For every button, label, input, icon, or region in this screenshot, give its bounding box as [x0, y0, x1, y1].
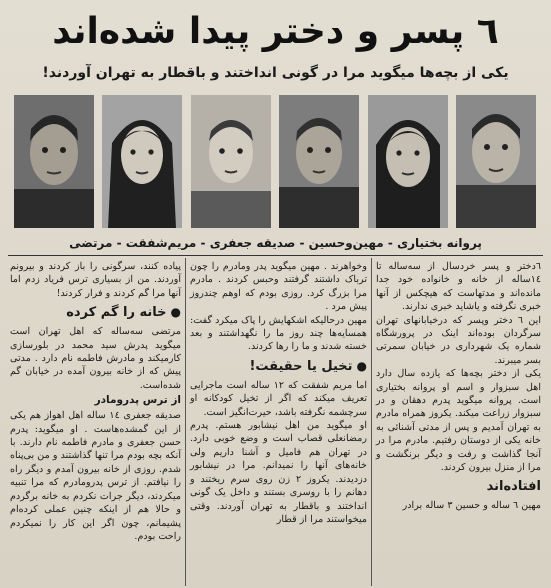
girl-face-photo	[102, 95, 182, 228]
child-photo-5	[102, 95, 182, 228]
paragraph: یکی از دختر بچه‌ها که یازده سال دارد اهل سبزوار و اسم او پروانه بختیاری است. پروانه میگوید پدرم دهقان و در سبزوار زراعت میکند. یکروز همراه مادرم به تهران آمدیم و پس از مدتی آشنائی به خانه یکی از دوستان رفتیم. مادرم مرا در آنجا گذاشت و رفت و دیگر برنگشت و مرا از منزل بیرون کردند.	[376, 368, 541, 474]
child-photo-2	[368, 95, 448, 228]
photo-row	[14, 95, 536, 228]
section-heading: از ترس پدرومادر	[94, 394, 181, 407]
article-body	[6, 258, 545, 586]
photo-captions: پروانه بختیاری - مهین‌وحسین - صدیقه جعفری - مریم‌شفقت - مرتضی	[69, 236, 482, 250]
headline: ٦ پسر و دختر پیدا شده‌اند	[52, 11, 499, 52]
girl-face-photo	[368, 95, 448, 228]
boy-face-photo	[279, 95, 359, 228]
child-photo-1	[456, 95, 536, 228]
paragraph: ٦دختر و پسر خردسال از سه‌ساله تا ١٤ساله از خانه و خانواده خود جدا مانده‌اند و مدتهاست که هیچکس از آنها خبری نگرفته و یاشاید خبری ندارند.	[376, 261, 541, 313]
section-heading-text: خانه را گم کرده	[66, 305, 167, 321]
section-heading-text: تخیل یا حقیقت!	[249, 358, 353, 374]
column-3	[6, 258, 185, 586]
child-photo-4	[191, 95, 271, 228]
section-heading: افتاده‌اند	[486, 478, 541, 494]
column-2	[185, 258, 371, 586]
bullet-icon: ●	[356, 358, 367, 373]
child-photo-6	[14, 95, 94, 228]
paragraph: او میگوید من اهل نیشابور هستم. پدرم رمضانعلی قصاب است و وضع خوبی دارد. در تهران هم فامیل و آشنا داریم ولی خانه‌های آنها را نمیدانم. مرا در نیشابور دزدیدند. یکروز ٢ زن روی سرم ریختند و دهانم را با روسری بستند و داخل یک گونی انداختند و باقطار به تهران آوردند. وقتی میخواستند مرا از قطار	[190, 420, 368, 525]
paragraph: اما مریم شفقت که ١٢ ساله است ماجرایی تعریف میکند که اگر از تخیل کودکانه او سرچشمه نگرفته باشد، حیرت‌انگیز است.	[190, 379, 368, 418]
paragraph: مهین ٦ ساله و حسین ٣ ساله برادر	[402, 499, 541, 511]
paragraph: صدیقه جعفری ١٤ ساله اهل اهواز هم یکی از این گمشده‌هاست . او میگوید: پدرم حسن جعفری و مادرم فاطمه نام دارند. با آنکه بچه بودم مرا تنها گذاشتند و من بی‌پناه شدم. روزی از خانه بیرون آمدم و دیگر راه را نیافتم. از ترس پدرومادرم که مرا تنبیه میکردند، دیگر جرات نکردم به خانه برگردم و حالا هم از اینکه چنین عملی کرده‌ام پشیمانم، چون اگر این کار را نمیکردم راحت بودم.	[10, 410, 181, 542]
paragraph: پیاده کنند، سرگونی را باز کردند و بیرونم آوردند. من از بسیاری ترس فریاد زدم اما آنها مرا گم کردند و فرار کردند!	[10, 261, 181, 299]
boy-face-photo	[191, 95, 271, 228]
child-photo-3	[279, 95, 359, 228]
section-heading	[190, 356, 367, 377]
bullet-icon: ●	[170, 305, 181, 320]
paragraph: وخواهرند . مهین میگوید پدر ومادرم را چون ترباک داشتند گرفتند وحبس کردند . مادرم مرا بزرگ کرد. روزی بودم که اوهم چندروز پیش مرد .	[190, 261, 367, 313]
paragraph: مهین درحالیکه اشکهایش را پاک میکرد گفت: همسایه‌ها چند روز ما را نگهداشتند و بعد خسته شدند و ما را رها کردند.	[190, 314, 367, 353]
boy-face-photo	[456, 95, 536, 228]
paragraph: مرتضی سه‌ساله که اهل تهران است میگوید پدرش سید محمد در بلورسازی کارمیکند و مادرش فاطمه نام دارد . مدتی پیش که از خانه بیرون آمده در خیابان گم شده‌است.	[10, 326, 181, 391]
column-1	[371, 258, 545, 586]
paragraph: این ٦ دختر وپسر که درخیابانهای تهران سرگردان بوده‌اند اینک در پرورشگاه شماره یک شهرداری در خیابان سمرتی بسر میبرند.	[376, 314, 541, 366]
boy-face-photo	[14, 95, 94, 228]
section-heading	[10, 302, 181, 323]
divider	[8, 255, 543, 256]
subheadline: یکی از بچه‌ها میگوید مرا در گونی انداختند و باقطار به تهران آوردند!	[42, 65, 509, 81]
